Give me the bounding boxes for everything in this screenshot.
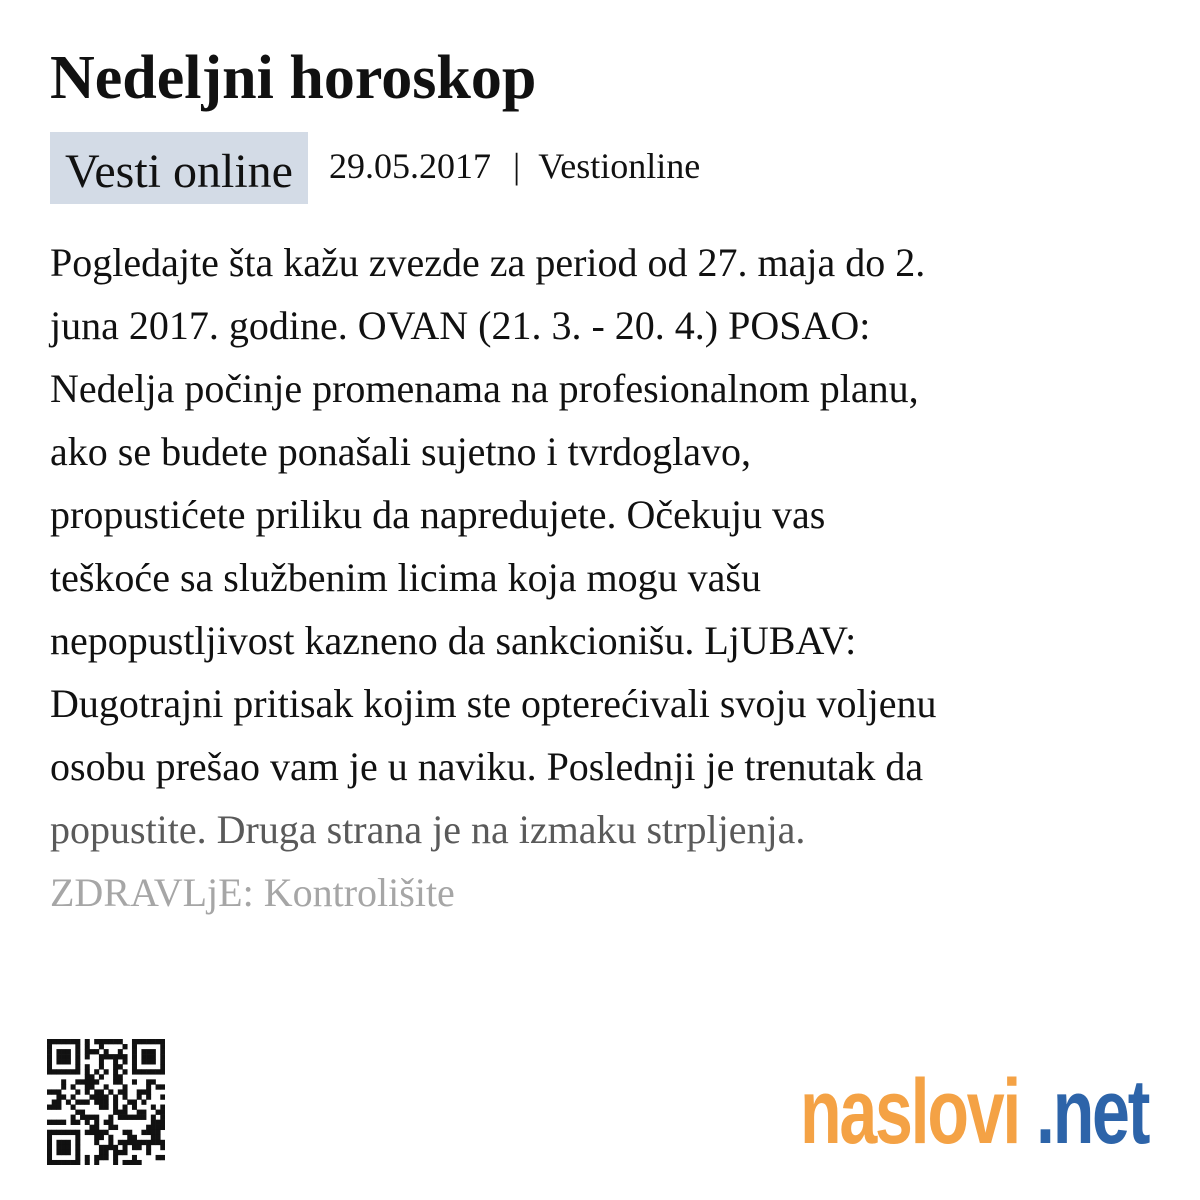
body-line: nepopustljivost kazneno da sankcionišu. LjUBAV: <box>50 618 857 663</box>
body-line: Nedelja počinje promenama na profesionalnom planu, <box>50 366 919 411</box>
page-title: Nedeljni horoskop <box>50 44 537 112</box>
author-name: Vestionline <box>538 146 701 186</box>
body-line: Pogledajte šta kažu zvezde za period od 27. maja do 2. <box>50 240 926 285</box>
body-line: osobu prešao vam je u naviku. Poslednji je trenutak da <box>50 744 924 789</box>
body-line: Dugotrajni pritisak kojim ste opterećivali svoju voljenu <box>50 681 937 726</box>
publish-date: 29.05.2017 <box>328 146 491 186</box>
body-line-fading: popustite. Druga strana je na izmaku strpljenja. <box>50 807 806 852</box>
naslovi-logo[interactable] <box>800 1062 1172 1172</box>
article-meta <box>50 132 700 204</box>
qr-code-icon[interactable] <box>47 1039 165 1165</box>
logo-text-net: .net <box>1036 1061 1149 1163</box>
body-line: propustićete priliku da napredujete. Očekuju vas <box>50 492 826 537</box>
body-line: ako se budete ponašali sujetno i tvrdoglavo, <box>50 429 751 474</box>
meta-separator: | <box>512 146 521 186</box>
body-line: teškoće sa službenim licima koja mogu vašu <box>50 555 761 600</box>
article-body <box>50 231 1160 924</box>
logo-text-naslovi: naslovi <box>800 1061 1020 1163</box>
body-line-faded: ZDRAVLjE: Kontrolišite <box>50 870 455 915</box>
body-line: juna 2017. godine. OVAN (21. 3. - 20. 4.) POSAO: <box>50 303 871 348</box>
source-badge[interactable]: Vesti online <box>50 132 308 204</box>
